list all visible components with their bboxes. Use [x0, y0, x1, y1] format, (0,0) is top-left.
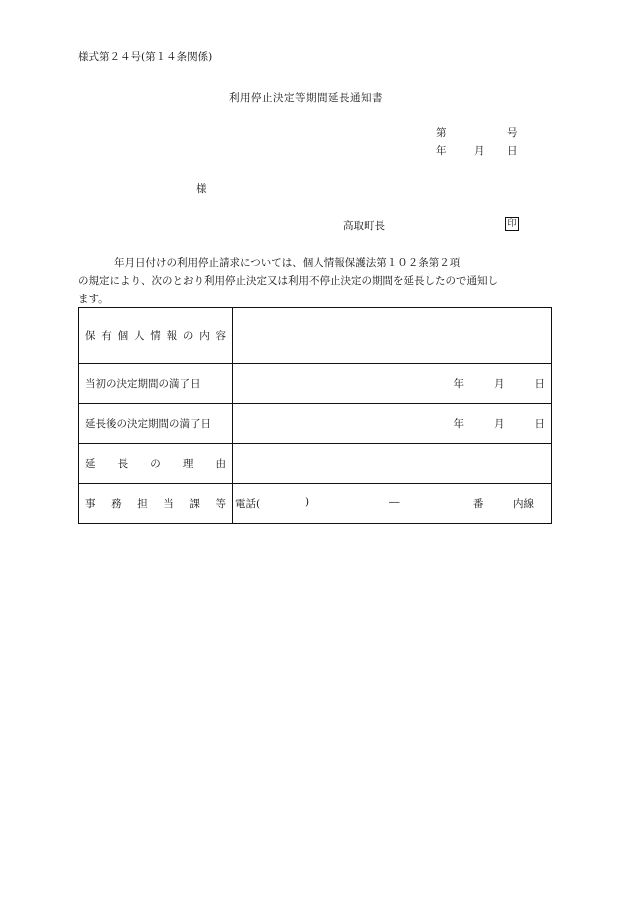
label-extended-deadline: 延長後の決定期間の満了日 — [79, 404, 233, 444]
value-personal-info — [233, 308, 552, 364]
notice-body — [78, 254, 556, 308]
reference-number-prefix: 第 — [436, 127, 447, 139]
body-line-2: の規定により、次のとおり利用停止決定又は利用不停止決定の期間を延長したので通知し — [78, 275, 498, 287]
issue-date-year: 年 — [436, 145, 447, 157]
phone-close: ) — [305, 496, 310, 508]
seal-stamp: 印 — [505, 217, 519, 231]
value-office-contact — [233, 484, 552, 524]
label-personal-info: 保 有 個 人 情 報 の 内 容 — [79, 308, 233, 364]
table-row-office-contact — [79, 484, 552, 524]
table-row-extended-deadline — [79, 404, 552, 444]
document-title: 利用停止決定等期間延長通知書 — [229, 92, 383, 104]
notice-details-table — [78, 307, 552, 524]
value-initial-deadline: 年 月 日 — [233, 364, 552, 404]
phone-dash: ― — [389, 496, 400, 508]
addressee-honorific: 様 — [196, 183, 207, 195]
phone-open: 電話( — [235, 498, 261, 510]
issue-date-month: 月 — [474, 145, 485, 157]
body-line-3: ます。 — [78, 293, 109, 305]
table-row-personal-info — [79, 308, 552, 364]
reference-number-suffix: 号 — [507, 127, 518, 139]
form-number: 様式第２４号(第１４条関係) — [78, 51, 213, 63]
body-year: 年 — [114, 257, 125, 269]
table-row-extension-reason — [79, 444, 552, 484]
label-extension-reason: 延 長 の 理 由 — [79, 444, 233, 484]
phone-extension: 内線 — [513, 498, 534, 510]
table-row-initial-deadline — [79, 364, 552, 404]
body-line-1 — [78, 254, 556, 272]
body-month: 月 — [124, 257, 135, 269]
sender-name: 高取町長 — [343, 220, 385, 232]
value-extended-deadline: 年 月 日 — [233, 404, 552, 444]
value-extension-reason — [233, 444, 552, 484]
label-initial-deadline: 当初の決定期間の満了日 — [79, 364, 233, 404]
phone-ban: 番 — [473, 498, 484, 510]
issue-date-day: 日 — [507, 145, 518, 157]
body-line-1-text: 日付けの利用停止請求については、個人情報保護法第１０２条第２項 — [135, 257, 461, 269]
label-office-contact: 事 務 担 当 課 等 — [79, 484, 233, 524]
